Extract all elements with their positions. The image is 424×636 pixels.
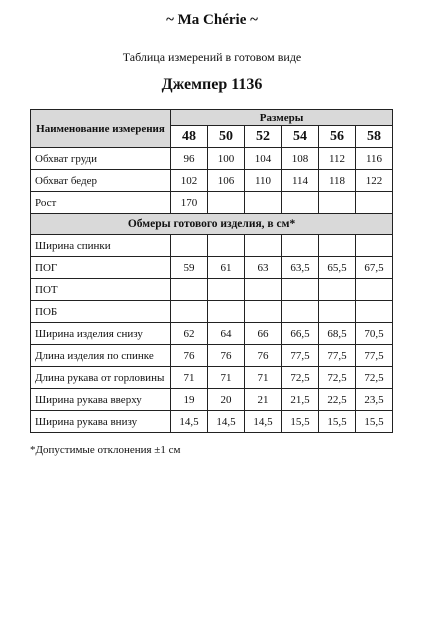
cell-value: 122 (356, 170, 393, 192)
cell-value (282, 235, 319, 257)
cell-value: 114 (282, 170, 319, 192)
cell-value (208, 192, 245, 214)
cell-value (245, 192, 282, 214)
cell-value (282, 192, 319, 214)
cell-value: 112 (319, 148, 356, 170)
product-title: Джемпер 1136 (161, 76, 263, 93)
cell-value: 76 (171, 345, 208, 367)
cell-value: 72,5 (356, 367, 393, 389)
cell-value: 61 (208, 257, 245, 279)
size-table (30, 109, 393, 433)
cell-value: 65,5 (319, 257, 356, 279)
tolerance-footnote: *Допустимые отклонения ±1 см (30, 444, 181, 456)
cell-value (245, 235, 282, 257)
table-row (31, 389, 393, 411)
document-subtitle: Таблица измерений в готовом виде (122, 50, 302, 64)
cell-value (319, 301, 356, 323)
cell-value: 23,5 (356, 389, 393, 411)
cell-value (356, 279, 393, 301)
row-label: Длина рукава от горловины (31, 367, 171, 389)
cell-value (356, 235, 393, 257)
cell-value: 96 (171, 148, 208, 170)
cell-value: 76 (208, 345, 245, 367)
size-header: 56 (319, 126, 356, 148)
cell-value: 104 (245, 148, 282, 170)
cell-value (245, 301, 282, 323)
cell-value: 71 (171, 367, 208, 389)
row-label: Обхват бедер (31, 170, 171, 192)
cell-value (319, 192, 356, 214)
cell-value: 14,5 (245, 411, 282, 433)
cell-value: 20 (208, 389, 245, 411)
cell-value: 116 (356, 148, 393, 170)
table-row (31, 235, 393, 257)
cell-value: 118 (319, 170, 356, 192)
cell-value (208, 235, 245, 257)
cell-value (356, 301, 393, 323)
cell-value: 59 (171, 257, 208, 279)
cell-value: 77,5 (356, 345, 393, 367)
cell-value: 66 (245, 323, 282, 345)
cell-value: 63 (245, 257, 282, 279)
cell-value: 66,5 (282, 323, 319, 345)
cell-value: 170 (171, 192, 208, 214)
cell-value: 21,5 (282, 389, 319, 411)
table-row (31, 192, 393, 214)
cell-value (171, 279, 208, 301)
cell-value: 102 (171, 170, 208, 192)
cell-value: 77,5 (319, 345, 356, 367)
cell-value (319, 279, 356, 301)
cell-value (171, 235, 208, 257)
cell-value: 64 (208, 323, 245, 345)
cell-value (208, 301, 245, 323)
cell-value: 110 (245, 170, 282, 192)
cell-value: 14,5 (171, 411, 208, 433)
table-row (31, 148, 393, 170)
section-title: Обмеры готового изделия, в см* (31, 214, 393, 235)
row-label: Рост (31, 192, 171, 214)
table-row (31, 345, 393, 367)
cell-value: 68,5 (319, 323, 356, 345)
size-header: 54 (282, 126, 319, 148)
cell-value: 63,5 (282, 257, 319, 279)
cell-value (282, 301, 319, 323)
table-row (31, 323, 393, 345)
size-header: 48 (171, 126, 208, 148)
cell-value: 21 (245, 389, 282, 411)
cell-value: 19 (171, 389, 208, 411)
name-column-header: Наименование измерения (31, 110, 171, 148)
row-label: Ширина спинки (31, 235, 171, 257)
row-label: Обхват груди (31, 148, 171, 170)
cell-value (319, 235, 356, 257)
row-label: ПОГ (31, 257, 171, 279)
table-row (31, 411, 393, 433)
cell-value: 22,5 (319, 389, 356, 411)
cell-value (171, 301, 208, 323)
cell-value: 70,5 (356, 323, 393, 345)
size-header: 52 (245, 126, 282, 148)
cell-value: 71 (245, 367, 282, 389)
row-label: Ширина изделия снизу (31, 323, 171, 345)
cell-value: 71 (208, 367, 245, 389)
table-row (31, 257, 393, 279)
table-row (31, 279, 393, 301)
row-label: Ширина рукава вверху (31, 389, 171, 411)
table-row (31, 367, 393, 389)
cell-value: 14,5 (208, 411, 245, 433)
row-label: ПОБ (31, 301, 171, 323)
brand-title: ~ Ma Chérie ~ (166, 12, 258, 28)
cell-value: 76 (245, 345, 282, 367)
size-header: 58 (356, 126, 393, 148)
cell-value: 108 (282, 148, 319, 170)
cell-value (356, 192, 393, 214)
cell-value: 15,5 (356, 411, 393, 433)
table-row (31, 170, 393, 192)
row-label: ПОТ (31, 279, 171, 301)
cell-value: 67,5 (356, 257, 393, 279)
cell-value (208, 279, 245, 301)
cell-value: 15,5 (282, 411, 319, 433)
cell-value: 77,5 (282, 345, 319, 367)
cell-value (282, 279, 319, 301)
cell-value: 15,5 (319, 411, 356, 433)
row-label: Длина изделия по спинке (31, 345, 171, 367)
cell-value: 106 (208, 170, 245, 192)
size-header: 50 (208, 126, 245, 148)
cell-value (245, 279, 282, 301)
table-row (31, 301, 393, 323)
cell-value: 62 (171, 323, 208, 345)
row-label: Ширина рукава внизу (31, 411, 171, 433)
cell-value: 72,5 (282, 367, 319, 389)
cell-value: 100 (208, 148, 245, 170)
cell-value: 72,5 (319, 367, 356, 389)
sizes-group-header: Размеры (171, 110, 393, 126)
